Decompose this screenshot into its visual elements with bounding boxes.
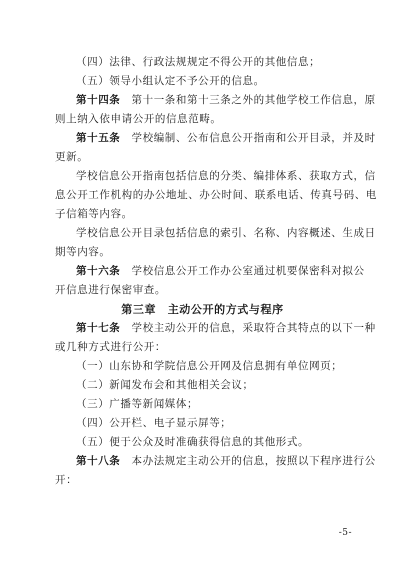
text-line: 开信息进行保密审查。	[55, 284, 166, 296]
list-item: （五）便于公众及时准确获得信息的其他形式。	[76, 436, 310, 448]
list-item: （四）公开栏、电子显示屏等；	[76, 417, 232, 429]
text-line: 息公开工作机构的办公地址、办公时间、联系电话、传真号码、电	[55, 189, 377, 201]
article-label: 第十五条	[76, 132, 121, 144]
text-line: （四）法律、行政法规规定不得公开的其他信息；	[76, 56, 321, 68]
text-line: 子信箱等内容。	[55, 208, 133, 220]
article-label: 第十七条	[76, 322, 121, 334]
text-line: （五）领导小组认定不予公开的信息。	[76, 75, 265, 87]
article-label: 第十四条	[76, 94, 121, 106]
list-item: （三）广播等新闻媒体；	[76, 398, 199, 410]
text-line: 开：	[55, 474, 78, 486]
text-line: 或几种方式进行公开：	[55, 341, 166, 353]
article-text: 学校主动公开的信息，采取符合其特点的以下一种	[120, 322, 376, 334]
article-text: 学校信息公开工作办公室通过机要保密科对拟公	[120, 265, 365, 277]
text-line: 更新。	[55, 151, 89, 163]
article-18	[55, 452, 376, 471]
article-16	[55, 262, 365, 281]
text-line: 学校信息公开目录包括信息的索引、名称、内容概述、生成日	[76, 227, 376, 239]
chapter-heading: 第三章 主动公开的方式与程序	[121, 303, 284, 316]
page-number: -5-	[338, 528, 352, 538]
article-text: 本办法规定主动公开的信息，按照以下程序进行公	[120, 455, 376, 467]
list-item: （二）新闻发布会和其他相关会议；	[76, 379, 254, 391]
article-label: 第十六条	[76, 265, 121, 277]
article-text: 第十一条和第十三条之外的其他学校工作信息，原	[120, 94, 376, 106]
list-item: （一）山东协和学院信息公开网及信息拥有单位网页；	[76, 360, 343, 372]
article-17	[55, 319, 376, 338]
article-text: 学校编制、公布信息公开指南和公开目录，并及时	[120, 132, 376, 144]
text-line: 期等内容。	[55, 246, 111, 258]
text-line: 则上纳入依申请公开的信息范畴。	[55, 113, 222, 125]
article-14	[55, 91, 376, 110]
document-body	[55, 53, 377, 490]
article-15	[55, 129, 376, 148]
text-line: 学校信息公开指南包括信息的分类、编排体系、获取方式，信	[76, 170, 376, 182]
article-label: 第十八条	[76, 455, 121, 467]
